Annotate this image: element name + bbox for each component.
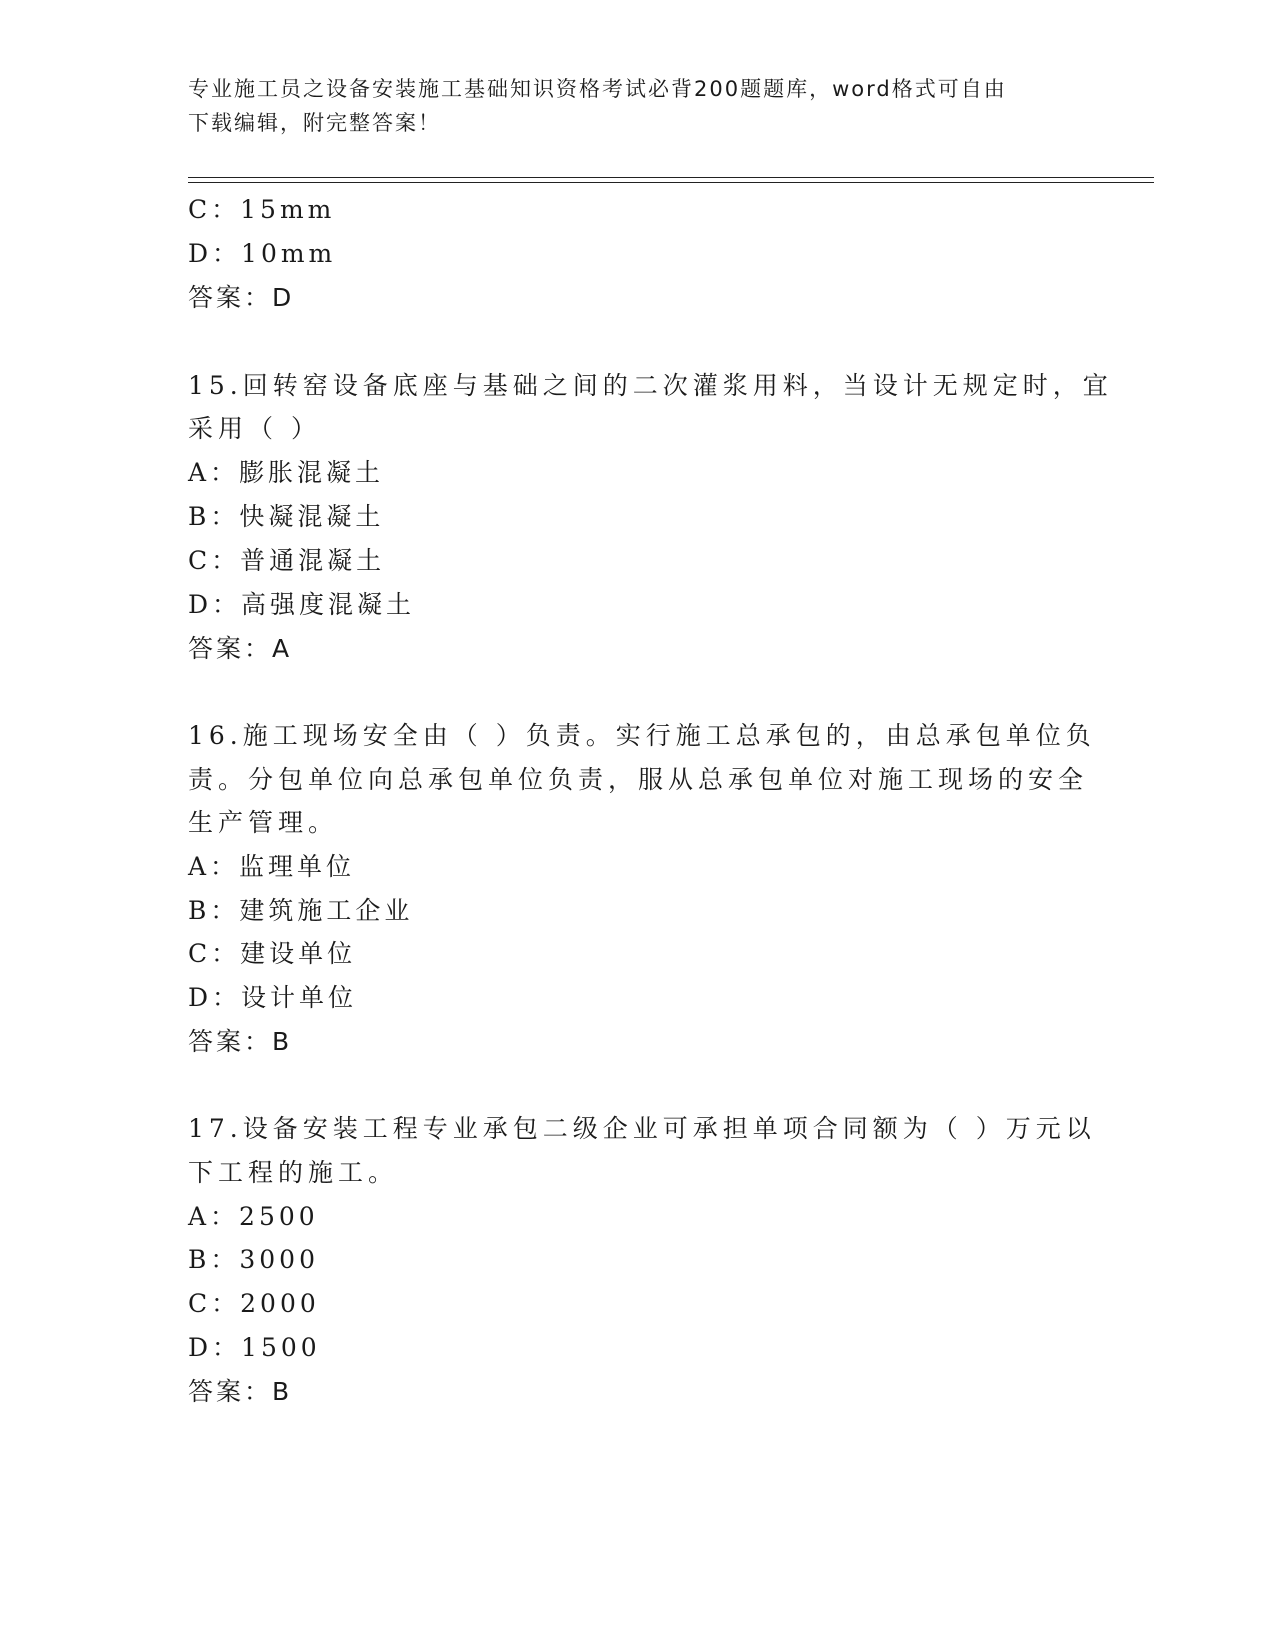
q15-stem-line-1: 15.回转窑设备底座与基础之间的二次灌浆用料，当设计无规定时，宜 — [188, 371, 1113, 400]
q16-option-a: A：监理单位 — [188, 852, 356, 881]
prev-option-c: C：15mm — [188, 195, 336, 224]
header-divider-top — [188, 177, 1154, 178]
q17-answer: 答案：B — [188, 1377, 293, 1406]
header-title-line-1: 专业施工员之设备安装施工基础知识资格考试必背200题题库，word格式可自由 — [188, 77, 1007, 101]
q17-option-b: B：3000 — [188, 1245, 319, 1274]
q16-answer: 答案：B — [188, 1027, 293, 1056]
q16-stem-line-2: 责。分包单位向总承包单位负责，服从总承包单位对施工现场的安全 — [188, 765, 1089, 794]
q16-stem-line-3: 生产管理。 — [188, 808, 339, 837]
q15-option-d: D：高强度混凝土 — [188, 590, 416, 619]
q17-option-a: A：2500 — [188, 1202, 319, 1231]
q16-stem-line-1: 16.施工现场安全由（ ）负责。实行施工总承包的，由总承包单位负 — [188, 721, 1096, 750]
q16-option-b: B：建筑施工企业 — [188, 896, 414, 925]
q15-answer: 答案：A — [188, 634, 293, 663]
q16-option-c: C：建设单位 — [188, 939, 357, 968]
q15-option-b: B：快凝混凝土 — [188, 502, 385, 531]
prev-option-d: D：10mm — [188, 239, 337, 268]
q17-option-d: D：1500 — [188, 1333, 321, 1362]
q15-option-a: A：膨胀混凝土 — [188, 458, 385, 487]
q16-option-d: D：设计单位 — [188, 983, 358, 1012]
header-title-line-2: 下载编辑，附完整答案！ — [188, 111, 441, 135]
header-divider-bottom — [188, 182, 1154, 183]
q17-stem-line-1: 17.设备安装工程专业承包二级企业可承担单项合同额为（ ）万元以 — [188, 1114, 1096, 1143]
document-header — [188, 72, 1068, 140]
q17-option-c: C：2000 — [188, 1289, 320, 1318]
q15-stem-line-2: 采用（ ） — [188, 414, 321, 443]
q15-option-c: C：普通混凝土 — [188, 546, 386, 575]
prev-answer: 答案：D — [188, 283, 295, 312]
q17-stem-line-2: 下工程的施工。 — [188, 1158, 399, 1187]
